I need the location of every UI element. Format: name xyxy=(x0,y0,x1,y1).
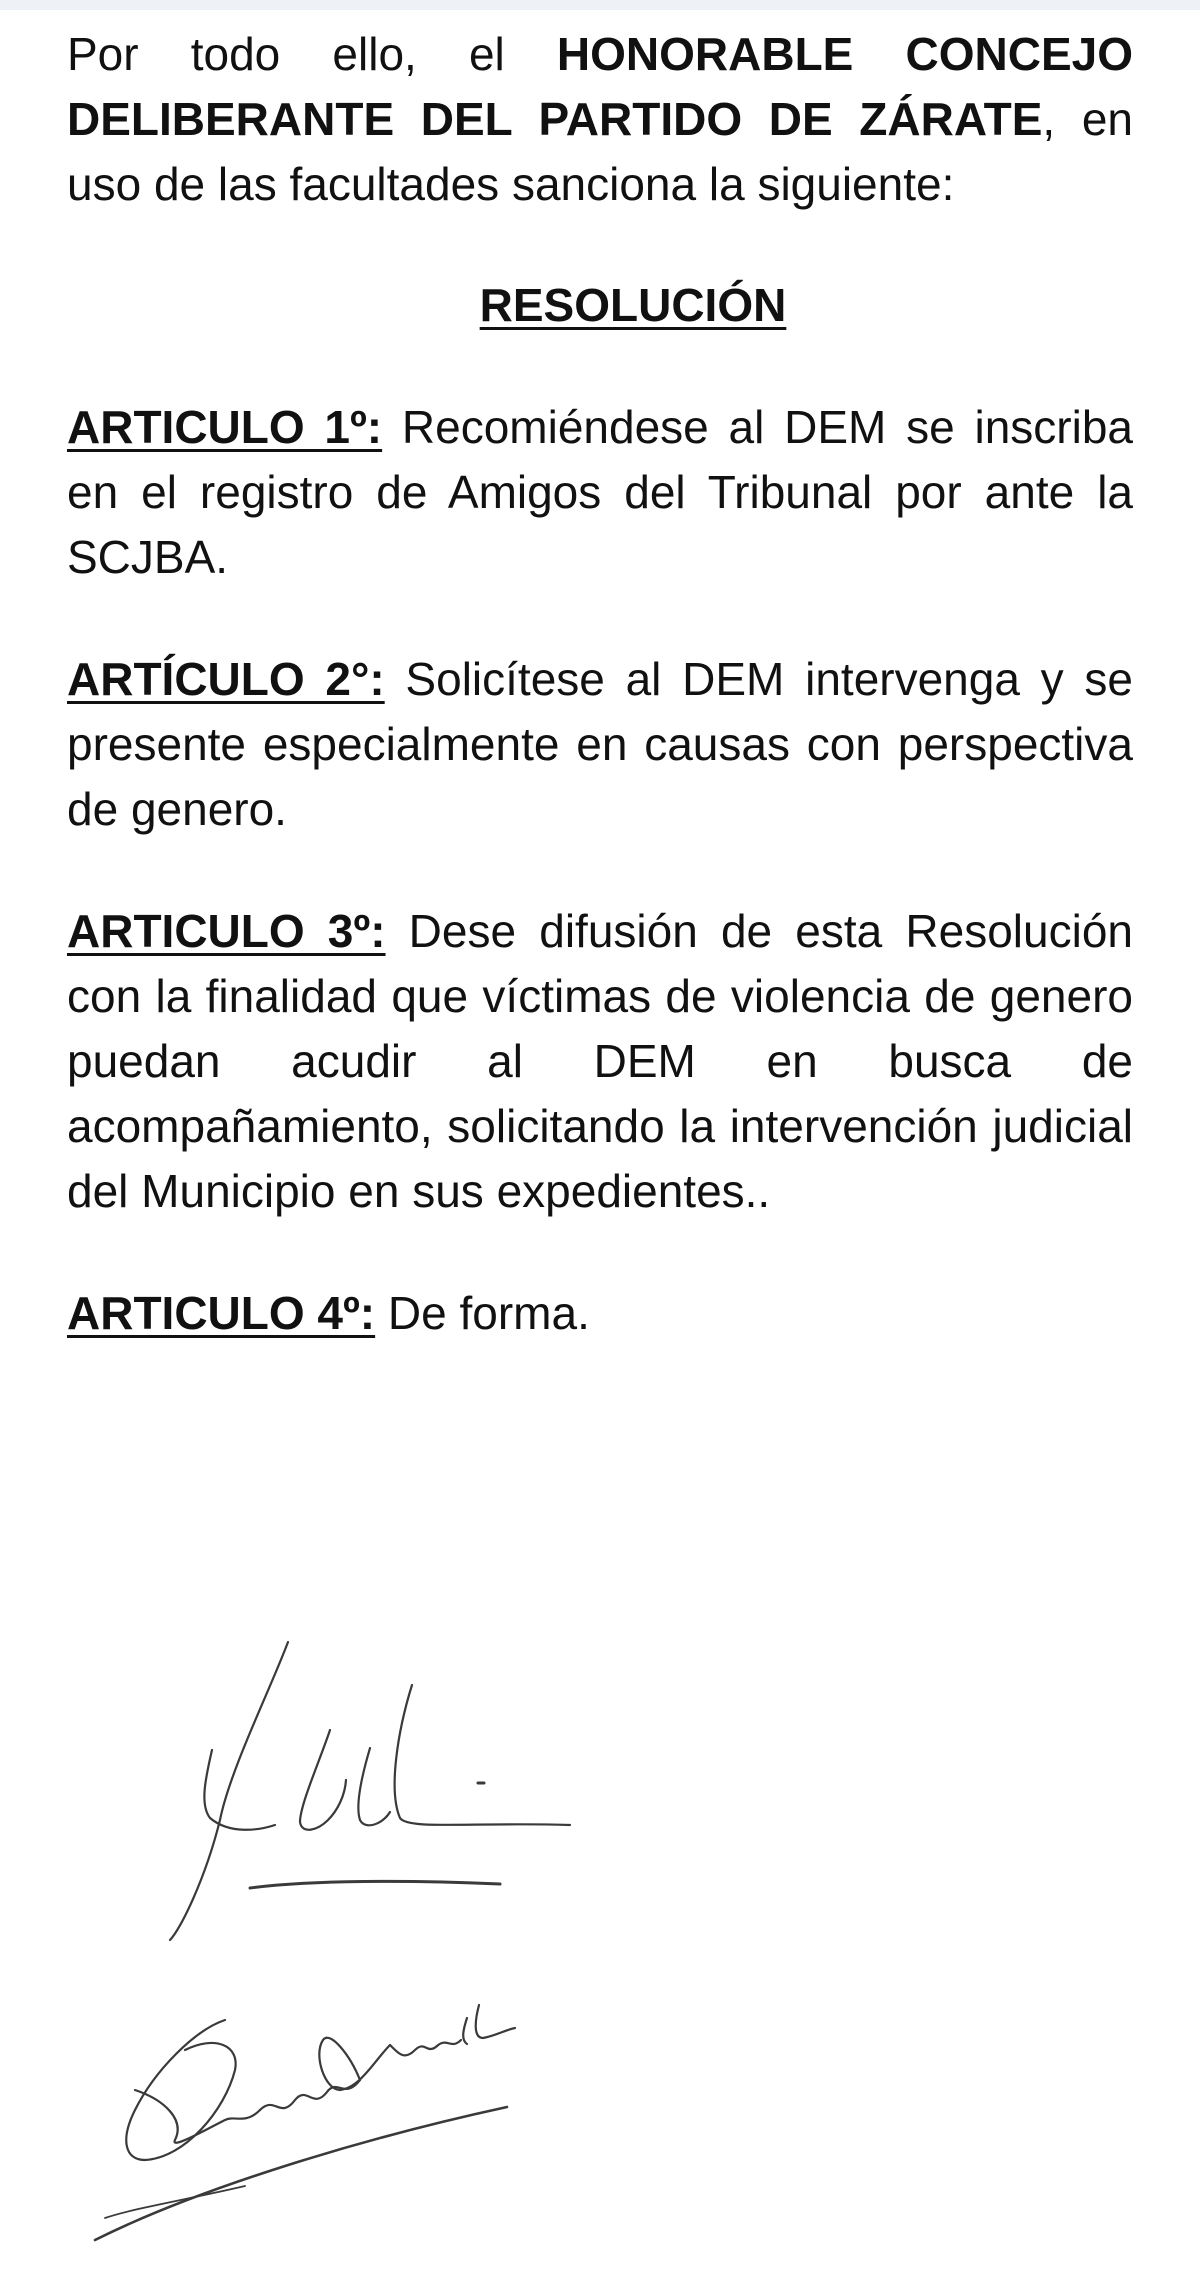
article-2 xyxy=(67,647,1133,842)
signature-1-stroke xyxy=(395,1685,570,1825)
article-1-text: Recomiéndese al DEM se inscriba en el registro de Amigos del Tribunal por ante la SCJBA. xyxy=(67,401,1133,583)
top-strip xyxy=(0,0,1200,10)
signature-2 xyxy=(75,1960,575,2260)
article-1 xyxy=(67,395,1133,590)
article-3-text: Dese difusión de esta Resolución con la finalidad que víctimas de violencia de genero puedan acudir al DEM en busca de acompañamiento, solicitando la intervención judicial del Municipio en sus expedientes.. xyxy=(67,905,1133,1217)
signature-2-stroke xyxy=(260,2080,360,2110)
signature-1-stroke xyxy=(204,1750,275,1830)
signature-2-stroke xyxy=(463,2018,467,2044)
signature-2-stroke xyxy=(95,2107,507,2240)
signature-1-stroke xyxy=(250,1881,500,1888)
signature-2-stroke xyxy=(105,2186,245,2218)
signature-1-stroke xyxy=(358,1748,390,1825)
signature-2-stroke xyxy=(390,2040,461,2055)
signature-2-stroke xyxy=(126,2020,235,2160)
intro-paragraph xyxy=(67,22,1133,217)
article-1-label: ARTICULO 1º: xyxy=(67,401,383,453)
signature-2-stroke xyxy=(135,2090,260,2143)
signature-2-stroke xyxy=(319,2038,390,2090)
signature-1 xyxy=(150,1630,590,1950)
signature-2-stroke xyxy=(476,2005,515,2038)
document-page xyxy=(67,22,1133,1346)
article-2-text: Solicítese al DEM intervenga y se presente especialmente en causas con perspectiva de genero. xyxy=(67,653,1133,835)
resolution-heading: RESOLUCIÓN xyxy=(479,279,787,331)
article-4-label: ARTICULO 4º: xyxy=(67,1287,376,1339)
article-3-label: ARTICULO 3º: xyxy=(67,905,386,957)
article-4-text: De forma. xyxy=(375,1287,590,1339)
intro-text-start: Por todo ello, el xyxy=(67,28,557,80)
intro-text-end: , en uso de las facultades sanciona la siguiente: xyxy=(67,93,1133,210)
council-name: HONORABLE CONCEJO DELIBERANTE DEL PARTIDO DE ZÁRATE xyxy=(67,28,1133,145)
article-2-label: ARTÍCULO 2°: xyxy=(67,653,385,705)
article-4 xyxy=(67,1281,1133,1346)
signature-1-stroke xyxy=(300,1730,346,1830)
signature-1-stroke xyxy=(170,1642,288,1940)
article-3 xyxy=(67,899,1133,1224)
